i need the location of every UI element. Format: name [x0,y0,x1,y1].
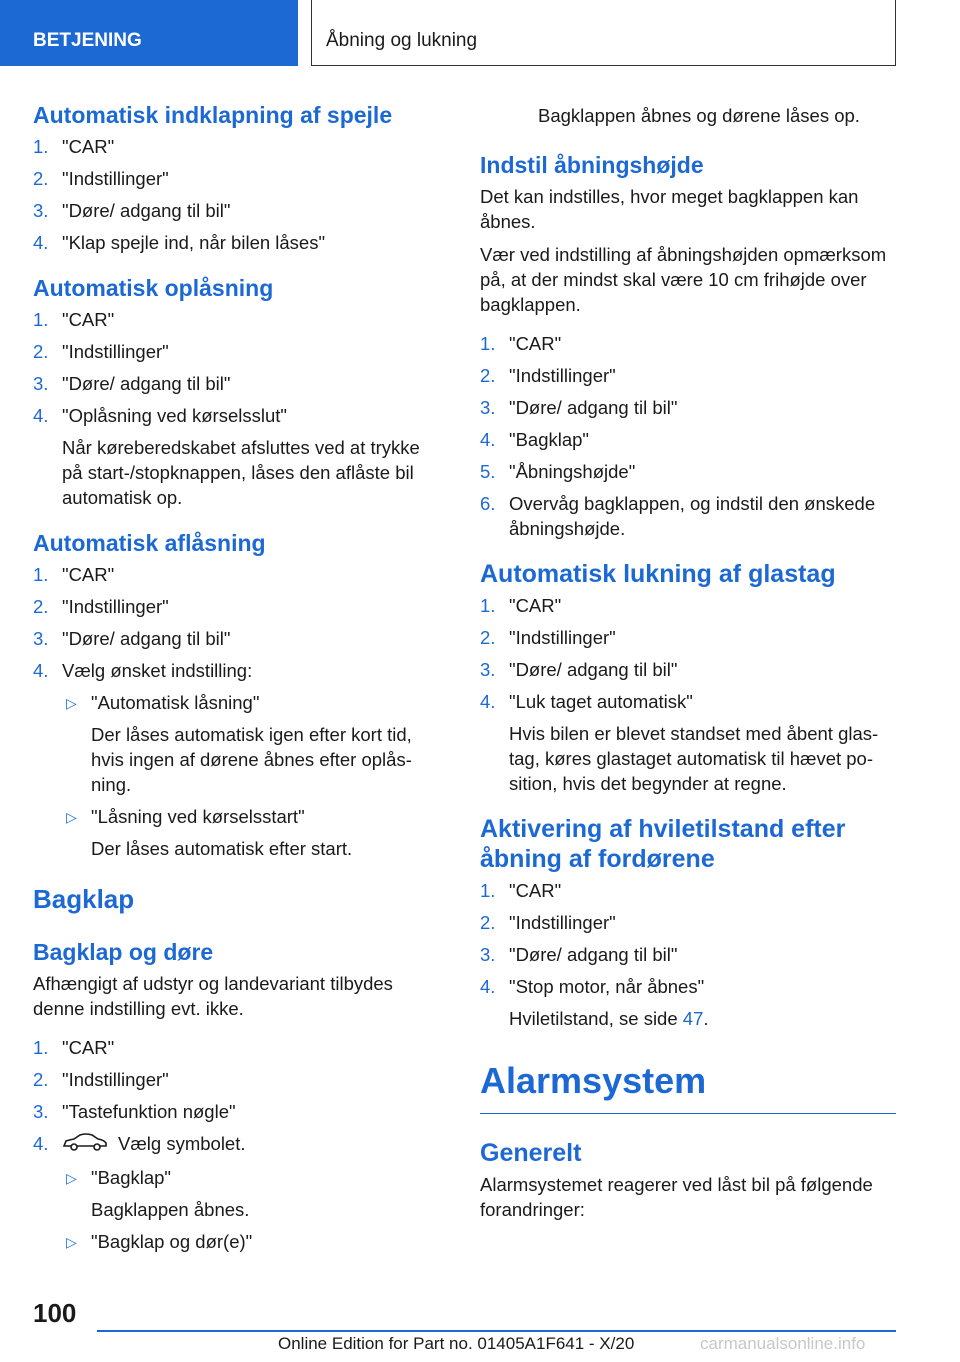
triangle-right-icon: ▷ [66,1234,77,1251]
bagklap-intro: Afhængigt af udstyr og landevariant tilbydes denne indstilling evt. ikke. [33,973,393,1019]
step-note: Når køreberedskabet afsluttes ved at trykke på start-/stopknappen, låses den aflåste bil automatisk op. [62,437,420,508]
list-item: 3. "Døre/ adgang til bil" [480,397,678,418]
rest-title: Aktivering af hviletilstand efter åbning af fordørene [480,815,846,873]
bagklap-title: Bagklap [33,884,135,914]
step-number: 4. [33,232,49,253]
list-item: 5. "Åbningshøjde" [480,461,636,482]
height-p2: Vær ved indstilling af åbningshøjden opmærksom på, at der mindst skal være 10 cm frihøjde over bagklappen. [480,244,887,315]
alarm-text: Alarmsystemet reagerer ved låst bil på følgende forandringer: [480,1174,873,1220]
list-item: 1. "CAR" [480,880,562,901]
lock-section [33,528,435,861]
list-item: 1. "CAR" [33,136,115,157]
triangle-right-icon: ▷ [66,1170,77,1187]
list-item: 2. "Indstillinger" [480,627,616,648]
list-item: 1. "CAR" [480,595,562,616]
list-item: 4. "Luk taget automatisk" Hvis bilen er blevet standset med åbent glastag, køres glastaget automatisk til hævet position, hvis det begynder at regne. [480,689,896,796]
car-key-icon [62,1132,108,1158]
height-steps [480,331,896,541]
right-column [480,103,896,1240]
roof-title: Automatisk lukning af glastag [480,560,836,588]
page-link[interactable]: 47 [682,1008,704,1029]
page-header [0,0,960,66]
list-item: 4. "Stop motor, når åbnes" Hviletilstand, se side 47. [480,974,896,1031]
mirrors-steps [33,134,435,255]
list-item: 4. "Klap spejle ind, når bilen låses" [33,232,326,253]
option-item: ▷ "Bagklap og dør(e)" [62,1229,435,1254]
list-item: 1. "CAR" [480,333,562,354]
list-item: 3. "Tastefunktion nøgle" [33,1101,236,1122]
lock-title: Automatisk aflåsning [33,530,266,556]
lock-steps [33,562,435,861]
bagklap-option-desc-continued: Bagklappen åbnes og dørene låses op. [538,105,860,126]
alarm-sub-title: Generelt [480,1139,582,1167]
watermark: carmanualsonline.info [700,1334,866,1353]
page-number: 100 [33,1298,77,1328]
list-item: 3. "Døre/ adgang til bil" [480,944,678,965]
step-number: 2. [33,168,49,189]
alarm-title: Alarmsystem [480,1059,896,1114]
list-item: 3. "Døre/ adgang til bil" [33,200,231,221]
list-item: 2. "Indstillinger" [33,1069,169,1090]
height-title: Indstil åbningshøjde [480,152,704,178]
list-item: 6. Overvåg bagklappen, og indstil den ønskede åbningshøjde. [480,493,876,539]
list-item: 4. Vælg ønsket indstilling: ▷ "Automatisk låsning" Der låses automatisk igen efter kort tid, hvis ingen af dørene åbnes efter oplåsning. ▷ "Låsning ved kørselsstart" Der låses automatisk efter start. [33,658,435,861]
list-item: 1. "CAR" [33,1037,115,1058]
list-item: 4. "Bagklap" [480,429,589,450]
bagklap-options [62,1165,435,1254]
list-item: 3. "Døre/ adgang til bil" [33,373,231,394]
option-item: ▷ "Bagklap" Bagklappen åbnes. [66,1167,250,1221]
roof-section [480,559,896,796]
triangle-right-icon: ▷ [66,809,77,825]
height-p1: Det kan indstilles, hvor meget bagklappen kan åbnes. [480,186,859,232]
step-note: Hvis bilen er blevet standset med åbent glastag, køres glastaget automatisk til hævet position, hvis det begynder at regne. [509,723,879,794]
mirrors-section [33,100,435,255]
roof-steps [480,593,896,796]
list-item: 2. "Indstillinger" [33,341,169,362]
footer-divider [97,1330,896,1332]
section-tab: BETJENING [0,0,298,66]
list-item: 3. "Døre/ adgang til bil" [480,659,678,680]
unlock-steps [33,307,435,510]
triangle-right-icon: ▷ [66,695,77,711]
mirrors-title: Automatisk indklapning af spejle [33,102,393,128]
option-item: ▷ "Låsning ved kørselsstart" Der låses automatisk efter start. [66,806,353,859]
list-item: 1. "CAR" [33,309,115,330]
lock-options [62,690,435,861]
unlock-title: Automatisk oplåsning [33,275,274,301]
bagklap-sub-title: Bagklap og døre [33,939,214,965]
rest-section [480,814,896,1031]
list-item: 1. "CAR" [33,564,115,585]
list-item: 2. "Indstillinger" [33,596,169,617]
list-item: 2. "Indstillinger" [480,912,616,933]
left-column [33,100,435,1272]
footer-edition: Online Edition for Part no. 01405A1F641 - X/20 [278,1334,635,1353]
rest-steps [480,878,896,1031]
alarm-section [480,1059,896,1222]
bagklap-section [33,883,435,1254]
list-item: 4. Vælg symbolet. ▷ "Bagklap" Bagklappen åbnes. ▷ "Bagklap og dør(e)" [33,1131,435,1254]
step-note: Hviletilstand, se side 47. [509,1008,709,1029]
unlock-section [33,273,435,510]
step-number: 1. [33,136,49,157]
height-section [480,150,896,541]
option-item: ▷ "Automatisk låsning" Der låses automatisk igen efter kort tid, hvis ingen af dørene åbnes efter oplåsning. [66,692,412,795]
list-item: 4. "Oplåsning ved kørselsslut" Når køreberedskabet afsluttes ved at trykke på start-/stopknappen, låses den aflåste bil automatisk op. [33,403,435,510]
list-item: 2. "Indstillinger" [33,168,169,189]
chapter-title: Åbning og lukning [311,0,896,66]
step-number: 3. [33,200,49,221]
bagklap-steps [33,1035,435,1254]
list-item: 3. "Døre/ adgang til bil" [33,628,231,649]
list-item: 2. "Indstillinger" [480,365,616,386]
